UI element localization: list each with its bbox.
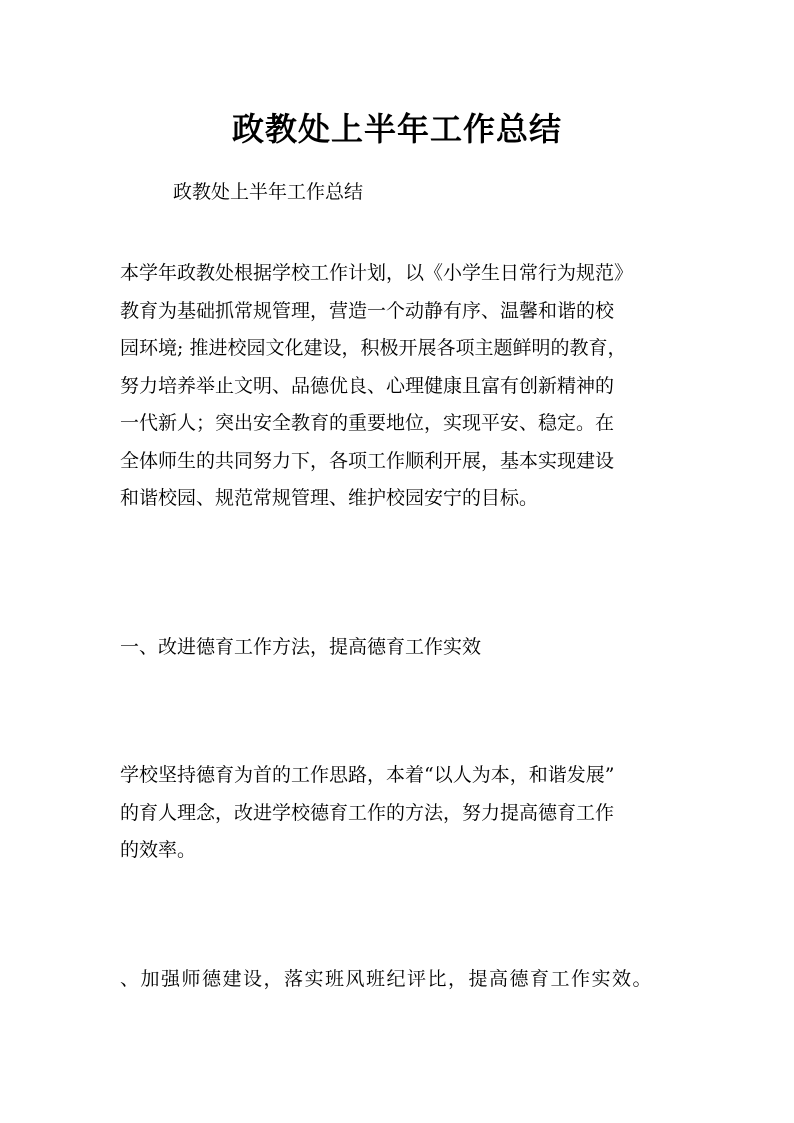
paragraph-line: 一代新人；突出安全教育的重要地位，实现平安、稳定。在 (120, 412, 615, 434)
paragraph-line: 努力培养举止文明、品德优良、心理健康且富有创新精神的 (120, 374, 615, 397)
paragraph-line: 和谐校园、规范常规管理、维护校园安宁的目标。 (120, 487, 539, 509)
section-paragraph (120, 757, 614, 870)
paragraph-line: 教育为基础抓常规管理，营造一个动静有序、温馨和谐的校 (120, 299, 615, 322)
paragraph-line: 的育人理念，改进学校德育工作的方法，努力提高德育工作 (120, 801, 615, 824)
paragraph-line: 全体师生的共同努力下，各项工作顺利开展，基本实现建设 (120, 449, 615, 472)
paragraph-line: 本学年政教处根据学校工作计划，以《小学生日常行为规范》 (120, 262, 634, 284)
paragraph-line: 园环境; 推进校园文化建设，积极开展各项主题鲜明的教育， (120, 337, 627, 359)
section-heading (120, 629, 481, 667)
intro-paragraph (120, 255, 633, 518)
section-heading-text: 一、改进德育工作方法，提高德育工作实效 (120, 636, 482, 658)
list-item-text: 、加强师德建设，落实班风班纪评比，提高德育工作实效。 (120, 968, 654, 990)
list-item (120, 961, 653, 999)
document-subtitle: 政教处上半年工作总结 (173, 181, 364, 203)
paragraph-line: 学校坚持德育为首的工作思路，本着“以人为本，和谐发展” (120, 764, 615, 786)
paragraph-line: 的效率。 (120, 839, 197, 861)
document-title: 政教处上半年工作总结 (231, 110, 562, 148)
